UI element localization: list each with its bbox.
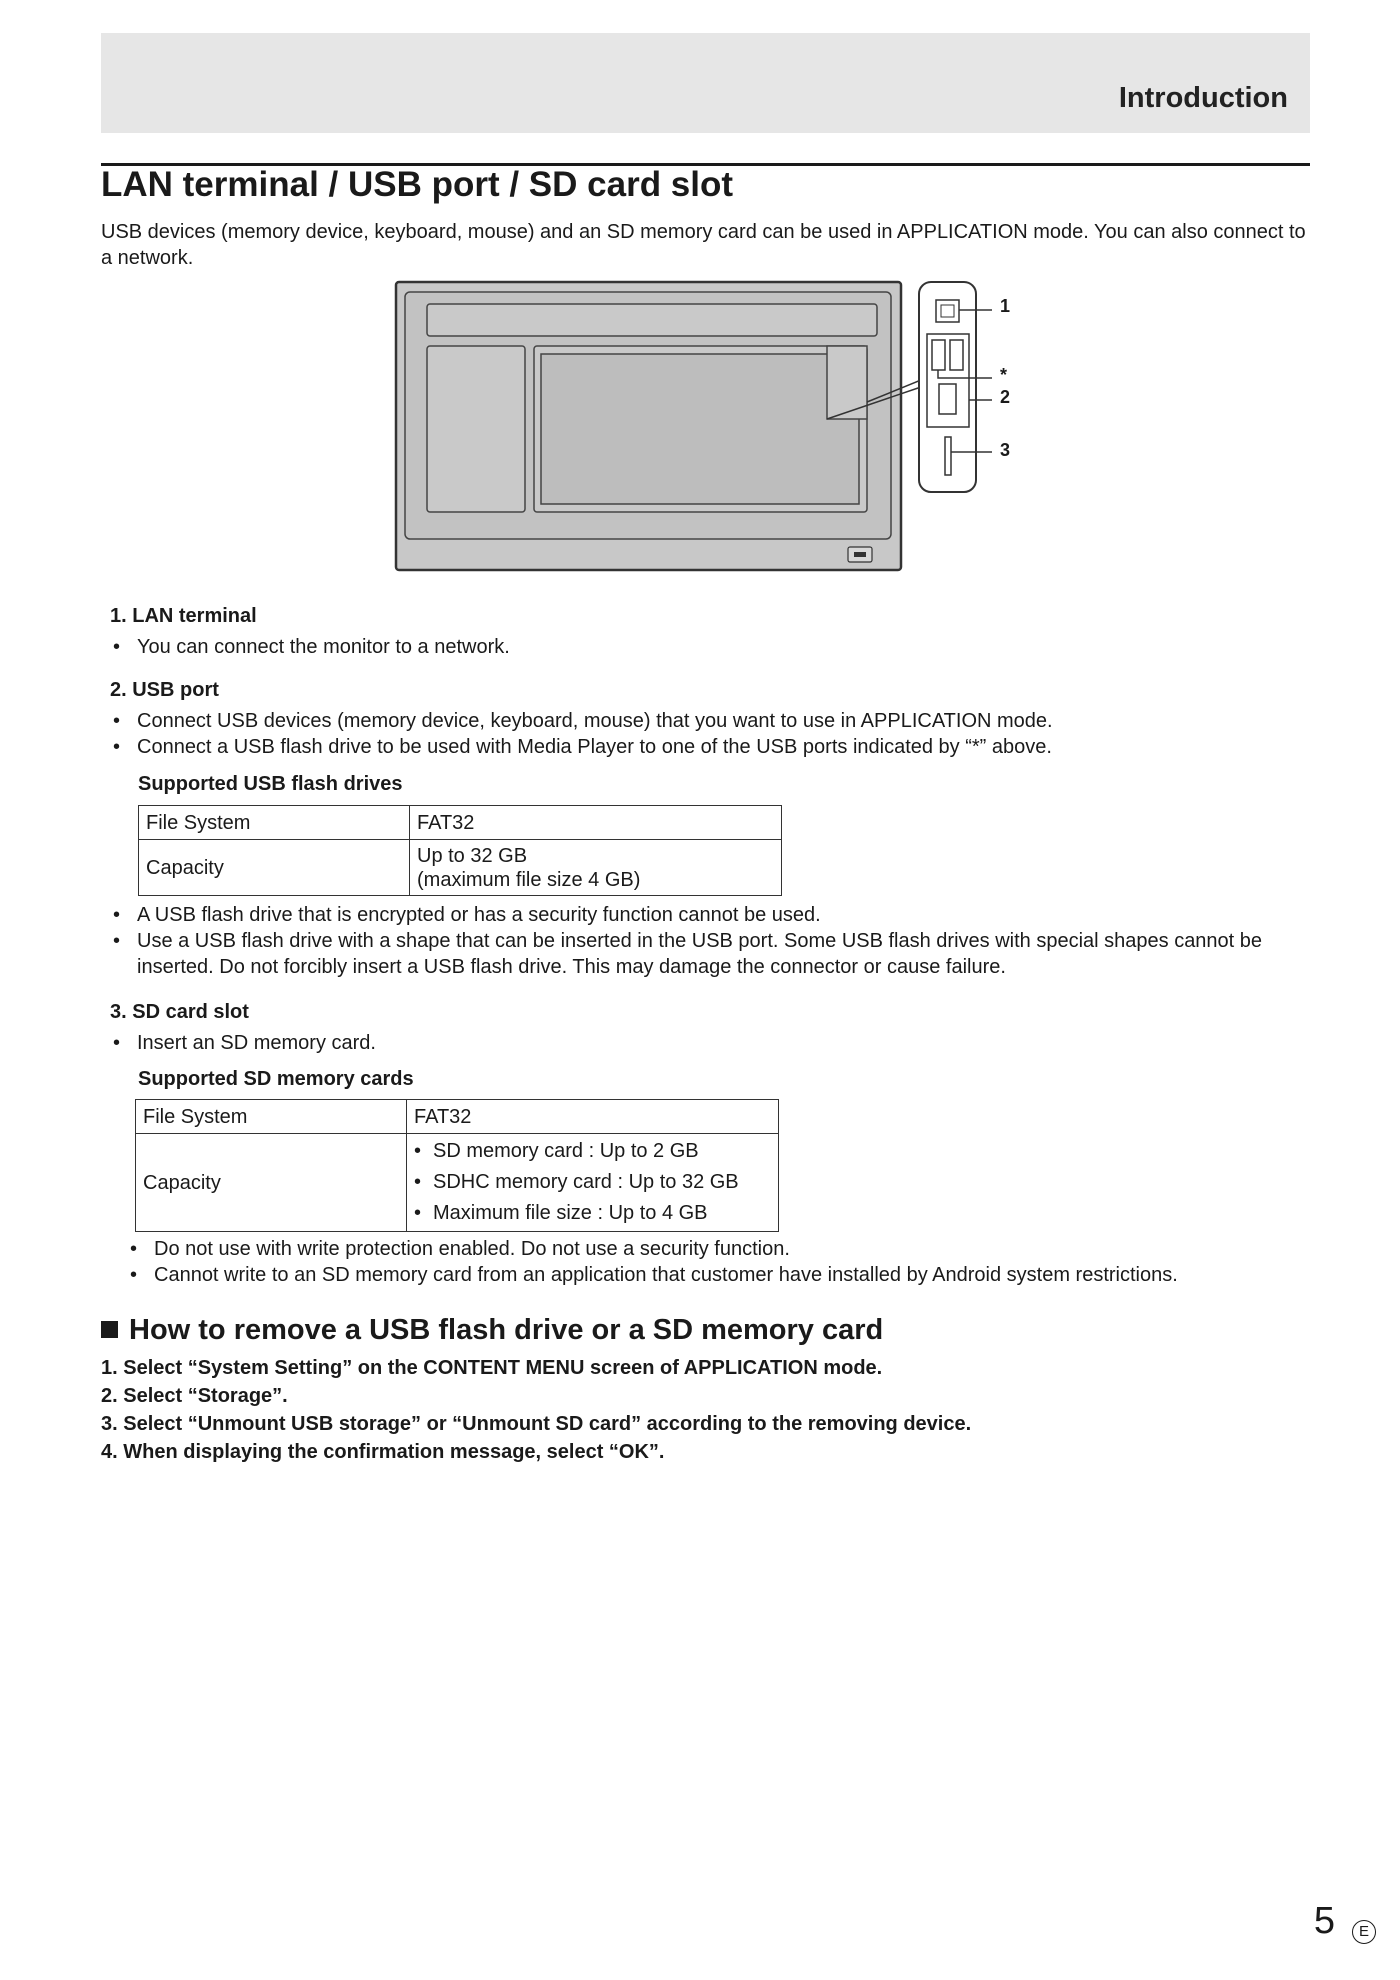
list-item: 1. Select “System Setting” on the CONTENT MENU screen of APPLICATION mode. [101,1357,883,1379]
usb-spec-table [138,805,782,896]
monitor-top-panel [427,304,877,336]
sd-bullets [110,1030,1320,1056]
monitor-diagram [380,272,1030,582]
list-item: • Connect USB devices (memory device, keyboard, mouse) that you want to use in APPLICATION mode. [110,708,1320,734]
region-mark-icon: E [1352,1920,1376,1944]
callout-label-lan: 1 [1000,296,1011,316]
list-item: 3. Select “Unmount USB storage” or “Unmount SD card” according to the removing device. [101,1413,972,1435]
table-row [136,1134,779,1232]
list-item: • SD memory card : Up to 2 GB [414,1136,771,1167]
section-heading-usb: 2. USB port [110,679,219,701]
monitor-screen-area [541,354,859,504]
list-item: • Do not use with write protection enabled. Do not use a security function. [127,1236,1307,1262]
callout-label-usb: 2 [1000,387,1011,407]
section-heading-lan: 1. LAN terminal [110,605,257,627]
usb-notes [110,902,1320,980]
cell-bullets [414,1136,771,1229]
list-item: • You can connect the monitor to a network. [110,634,1320,660]
table-cell [407,1134,779,1232]
monitor-left-panel [427,346,525,512]
usb-bullets [110,708,1320,760]
sd-table-title: Supported SD memory cards [138,1068,414,1090]
list-item: • SDHC memory card : Up to 32 GB [414,1167,771,1198]
table-cell: Capacity [136,1134,407,1232]
table-row [139,806,782,840]
table-cell: File System [139,806,410,840]
removal-heading [101,1314,883,1347]
sd-spec-table [135,1099,779,1232]
sd-notes [127,1236,1307,1288]
section-label: Introduction [1118,82,1288,114]
table-cell: FAT32 [407,1100,779,1134]
table-cell: FAT32 [410,806,782,840]
list-item: 4. When displaying the confirmation message, select “OK”. [101,1441,665,1463]
table-cell [410,840,782,896]
removal-steps [101,1354,971,1466]
header-band [101,33,1310,133]
page-number: 5 [1313,1900,1335,1942]
cell-line: Up to 32 GB [417,844,528,867]
square-bullet-icon [101,1321,118,1338]
table-row [139,840,782,896]
callout-label-usb-star: * [1000,365,1008,385]
list-item: • Connect a USB flash drive to be used with Media Player to one of the USB ports indicated by “*” above. [110,734,1320,760]
usb-port-icon [950,340,963,370]
list-item: • A USB flash drive that is encrypted or has a security function cannot be used. [110,902,1320,928]
monitor-diagram-svg [380,272,1030,582]
usb-port-icon [939,384,956,414]
intro-paragraph: USB devices (memory device, keyboard, mouse) and an SD memory card can be used in APPLICATION mode. You can also connect to a network. [101,221,1306,269]
cell-line: (maximum file size 4 GB) [417,868,641,891]
list-item: • Maximum file size : Up to 4 GB [414,1198,771,1229]
usb-port-icon [932,340,945,370]
list-item: • Insert an SD memory card. [110,1030,1320,1056]
table-cell: File System [136,1100,407,1134]
list-item: 2. Select “Storage”. [101,1385,288,1407]
table-cell: Capacity [139,840,410,896]
removal-heading-text: How to remove a USB flash drive or a SD memory card [129,1314,884,1346]
list-item: • Use a USB flash drive with a shape that can be inserted in the USB port. Some USB flash drives with special shapes cannot be inserted. Do not forcibly insert a USB flash drive. This may damage the connector or cause failure. [110,928,1320,980]
list-item: • Cannot write to an SD memory card from an application that customer have installed by Android system restrictions. [127,1262,1307,1288]
sd-slot-icon [945,437,951,475]
page-title: LAN terminal / USB port / SD card slot [101,165,734,204]
table-row [136,1100,779,1134]
section-heading-sd: 3. SD card slot [110,1001,249,1023]
callout-label-sd: 3 [1000,440,1011,460]
usb-table-title: Supported USB flash drives [138,773,403,795]
lan-bullets [110,634,1320,660]
